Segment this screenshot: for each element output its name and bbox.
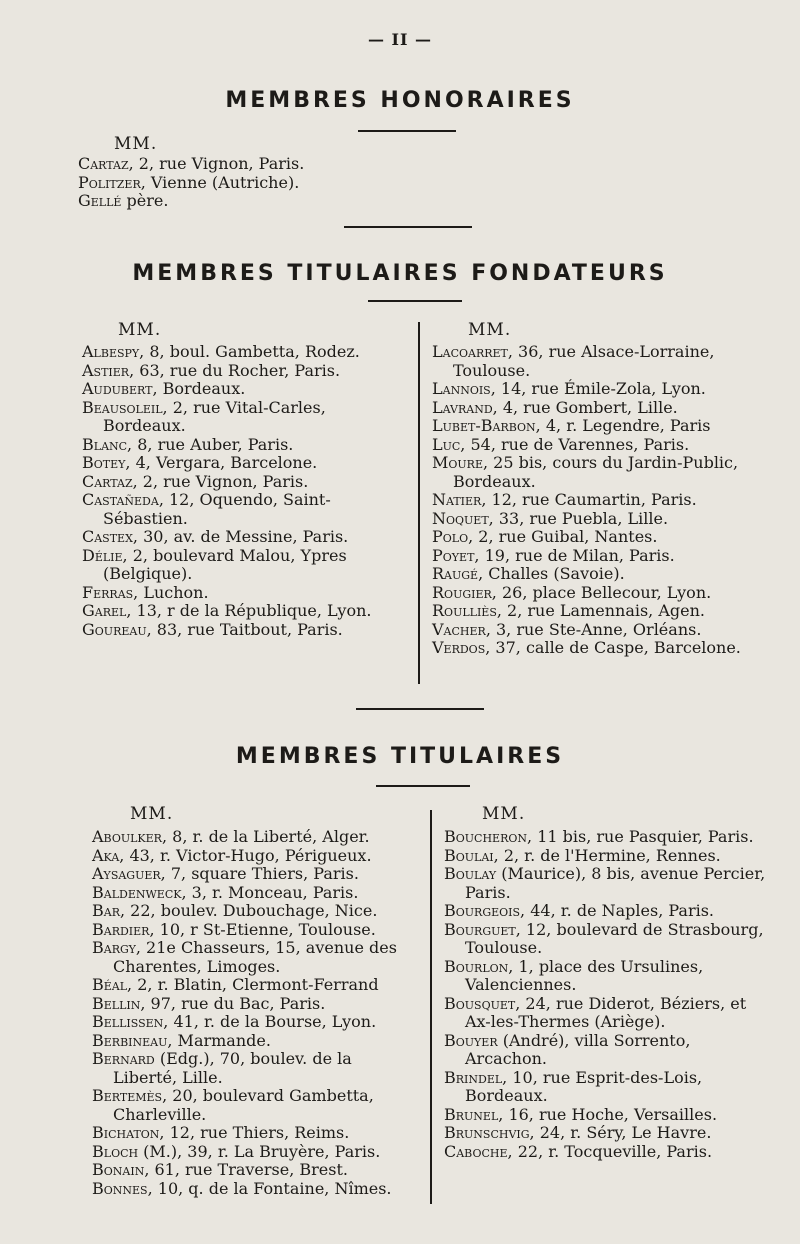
member-name: Castex, [82, 527, 139, 546]
member-entry [82, 528, 408, 547]
member-entry [432, 621, 758, 640]
member-entry [432, 436, 758, 455]
member-address: 2, r. Blatin, Clermont-Ferrand [132, 975, 379, 994]
member-address: 22, r. Tocqueville, Paris. [512, 1141, 713, 1161]
member-name: Beausoleil, [82, 397, 168, 417]
member-entry [444, 847, 766, 866]
member-entry [92, 939, 414, 976]
member-entry [432, 528, 758, 547]
member-entry [444, 921, 766, 958]
member-address: 83, rue Taitbout, Paris. [151, 619, 343, 639]
member-entry [432, 510, 758, 529]
member-name: Brunschvig, [444, 1123, 535, 1142]
member-entry [82, 380, 408, 399]
member-address: Bordeaux. [157, 379, 246, 398]
member-entry [92, 1161, 414, 1180]
mm-label: MM. [482, 804, 526, 824]
member-entry [92, 828, 414, 847]
member-address: 19, rue de Milan, Paris. [479, 545, 675, 565]
member-address: 12, rue Thiers, Reims. [164, 1123, 350, 1142]
member-entry [82, 473, 408, 492]
member-name: Castañeda, [82, 490, 164, 509]
member-name: Boucheron, [444, 827, 533, 846]
member-entry [78, 192, 518, 211]
member-name: Moure, [432, 453, 489, 472]
member-name: Natier, [432, 490, 487, 509]
member-name: Bellissen, [92, 1012, 169, 1031]
member-name: Boulai, [444, 845, 499, 865]
section-title-honoraires: MEMBRES HONORAIRES [225, 88, 575, 113]
member-address: 10, q. de la Fontaine, Nîmes. [152, 1178, 392, 1198]
member-name: Caboche, [444, 1141, 513, 1161]
member-name: Aysaguer, [92, 864, 166, 883]
member-entry [432, 399, 758, 418]
member-address: Luchon. [138, 582, 209, 602]
member-address: 3, rue Ste-Anne, Orléans. [490, 619, 702, 639]
member-name: Albespy, [82, 342, 145, 361]
member-entry [92, 902, 414, 921]
member-name: Botey, [82, 453, 131, 472]
member-address: 10, r St-Etienne, Toulouse. [154, 919, 376, 939]
member-name: Polo, [432, 527, 474, 546]
fondateurs-list-right [432, 343, 758, 658]
member-name: Vacher, [432, 619, 491, 639]
member-address: 2, rue Guibal, Nantes. [473, 527, 658, 546]
mm-label: MM. [130, 804, 174, 824]
member-entry [92, 1124, 414, 1143]
member-entry [444, 828, 766, 847]
member-entry [432, 547, 758, 566]
member-address: 4, r. Legendre, Paris [540, 416, 711, 435]
section-divider [356, 708, 484, 710]
member-name: Bar, [92, 901, 126, 920]
member-entry [92, 1050, 414, 1087]
member-name: Roulliès, [432, 601, 502, 620]
member-name: Bertemès, [92, 1086, 168, 1105]
member-name: Bourgeois, [444, 901, 526, 920]
member-address: 2, r. de l'Hermine, Rennes. [498, 845, 721, 865]
member-entry [432, 380, 758, 399]
member-entry [92, 921, 414, 940]
member-address: 3, r. Monceau, Paris. [186, 882, 359, 902]
member-name: Poyet, [432, 545, 480, 565]
member-address: 8, rue Auber, Paris. [132, 434, 294, 454]
member-entry [444, 958, 766, 995]
member-address: Challes (Savoie). [483, 564, 625, 583]
member-name: Ferras, [82, 582, 139, 602]
member-entry [82, 436, 408, 455]
member-entry [92, 1013, 414, 1032]
member-entry [432, 584, 758, 603]
member-entry [82, 399, 408, 436]
member-entry [92, 1180, 414, 1199]
member-entry [82, 454, 408, 473]
member-address: 26, place Bellecour, Lyon. [496, 582, 712, 602]
member-address: 10, rue Esprit-des-Lois, Bordeaux. [465, 1067, 703, 1105]
member-entry [92, 995, 414, 1014]
member-name: Bellin, [92, 993, 146, 1013]
member-address: 2, rue Vignon, Paris. [137, 471, 309, 491]
member-name: Baldenweck, [92, 882, 187, 902]
title-underline [368, 300, 462, 302]
member-name: Bichaton, [92, 1123, 165, 1142]
mm-label: MM. [468, 320, 512, 340]
column-divider [418, 322, 420, 684]
member-name: Garel, [82, 601, 132, 620]
member-entry [432, 454, 758, 491]
section-title-fondateurs: MEMBRES TITULAIRES FONDATEURS [132, 261, 668, 286]
member-entry [82, 343, 408, 362]
member-name: Bousquet, [444, 993, 521, 1013]
member-address: 97, rue du Bac, Paris. [145, 993, 326, 1013]
member-entry [92, 884, 414, 903]
member-address: (André), villa Sorrento, Arcachon. [465, 1030, 691, 1068]
title-underline [376, 785, 470, 787]
member-entry [432, 639, 758, 658]
member-address: 12, boulevard de Strasbourg, Toulouse. [465, 919, 764, 957]
member-address: 2, boulevard Malou, Ypres (Belgique). [103, 545, 347, 583]
member-name: Brindel, [444, 1067, 508, 1087]
mm-label: MM. [118, 320, 162, 340]
member-name: Bonnes, [92, 1178, 153, 1198]
member-name: Béal, [92, 975, 133, 994]
member-name: Audubert, [82, 379, 158, 398]
member-entry [92, 1032, 414, 1051]
member-address: 37, calle de Caspe, Barcelone. [490, 638, 741, 657]
member-name: Luc, [432, 434, 466, 454]
member-name: Blanc, [82, 434, 133, 454]
member-address: (M.), 39, r. La Bruyère, Paris. [138, 1141, 381, 1161]
member-address: 20, boulevard Gambetta, Charleville. [113, 1086, 374, 1124]
member-address: (Maurice), 8 bis, avenue Percier, Paris. [465, 864, 766, 902]
member-name: Bardier, [92, 919, 155, 939]
member-address: 2, rue Vital-Carles, Bordeaux. [103, 397, 326, 435]
member-name: Rougier, [432, 582, 497, 602]
member-address: 14, rue Émile-Zola, Lyon. [495, 379, 706, 398]
member-entry [92, 847, 414, 866]
member-entry [82, 584, 408, 603]
member-entry [92, 1143, 414, 1162]
section-title-titulaires: MEMBRES TITULAIRES [235, 744, 565, 769]
member-entry [78, 155, 518, 174]
member-name: Verdos, [432, 638, 491, 657]
member-address: 12, Oquendo, Saint-Sébastien. [103, 490, 331, 528]
member-entry [82, 362, 408, 381]
member-address: 2, rue Vignon, Paris. [133, 154, 305, 173]
page-number: — II — [367, 30, 433, 49]
member-address: 12, rue Caumartin, Paris. [486, 490, 697, 509]
member-entry [82, 621, 408, 640]
member-address: 54, rue de Varennes, Paris. [465, 434, 690, 454]
member-entry [432, 602, 758, 621]
mm-label: MM. [114, 134, 158, 154]
member-address: 16, rue Hoche, Versailles. [503, 1104, 718, 1124]
member-entry [432, 491, 758, 510]
member-address: 43, r. Victor-Hugo, Périgueux. [124, 845, 372, 865]
member-entry [82, 602, 408, 621]
honoraires-list [78, 155, 518, 211]
member-address: 8, boul. Gambetta, Rodez. [144, 342, 360, 361]
member-address: 8, r. de la Liberté, Alger. [167, 827, 370, 846]
member-name: Raugé, [432, 564, 484, 583]
member-entry [92, 865, 414, 884]
member-name: Lacoarret, [432, 342, 513, 361]
member-name: Bourlon, [444, 956, 514, 976]
member-entry [444, 1069, 766, 1106]
member-address: 36, rue Alsace-Lorraine, Toulouse. [453, 342, 715, 380]
member-address: père. [121, 191, 169, 210]
member-address: Marmande. [172, 1030, 271, 1050]
member-entry [78, 174, 518, 193]
member-address: 41, r. de la Bourse, Lyon. [168, 1012, 377, 1031]
titulaires-list-left [92, 828, 414, 1198]
member-entry [92, 1087, 414, 1124]
member-name: Brunel, [444, 1104, 504, 1124]
member-entry [444, 1124, 766, 1143]
member-entry [92, 976, 414, 995]
member-address: 4, rue Gombert, Lille. [497, 397, 678, 417]
member-name: Bouyer [444, 1030, 498, 1050]
member-entry [444, 1032, 766, 1069]
member-entry [432, 417, 758, 436]
member-entry [432, 565, 758, 584]
member-address: 25 bis, cours du Jardin-Public, Bordeaux. [453, 453, 739, 491]
member-name: Astier, [82, 360, 135, 380]
member-name: Politzer, [78, 172, 146, 192]
member-name: Goureau, [82, 619, 152, 639]
member-address: 44, r. de Naples, Paris. [525, 901, 715, 920]
member-address: 13, r de la République, Lyon. [131, 601, 372, 620]
member-name: Cartaz, [78, 154, 134, 173]
member-address: 4, Vergara, Barcelone. [130, 453, 318, 472]
titulaires-list-right [444, 828, 766, 1161]
member-entry [444, 1143, 766, 1162]
member-name: Bloch [92, 1141, 139, 1161]
member-address: 22, boulev. Dubouchage, Nice. [125, 901, 378, 920]
column-divider [430, 810, 432, 1204]
member-address: 2, rue Lamennais, Agen. [501, 601, 706, 620]
member-address: (Edg.), 70, boulev. de la Liberté, Lille. [113, 1049, 352, 1087]
member-name: Bargy, [92, 938, 141, 957]
member-address: 1, place des Ursulines, Valenciennes. [465, 956, 704, 994]
member-address: 61, rue Traverse, Brest. [149, 1160, 348, 1179]
section-divider [344, 226, 472, 228]
member-address: 7, square Thiers, Paris. [165, 864, 359, 883]
member-name: Bourguet, [444, 919, 521, 939]
member-name: Bernard [92, 1049, 155, 1068]
member-address: 63, rue du Rocher, Paris. [134, 360, 341, 380]
member-name: Lubet-Barbon, [432, 416, 541, 435]
member-address: 21e Chasseurs, 15, avenue des Charentes, Limoges. [113, 938, 397, 976]
member-address: 24, rue Diderot, Béziers, et Ax-les-Thermes (Ariège). [465, 993, 747, 1031]
member-name: Gellé [78, 191, 122, 210]
member-address: 11 bis, rue Pasquier, Paris. [532, 827, 754, 846]
fondateurs-list-left [82, 343, 408, 639]
member-name: Bonain, [92, 1160, 150, 1179]
member-entry [444, 902, 766, 921]
member-address: 30, av. de Messine, Paris. [138, 527, 349, 546]
member-name: Délie, [82, 545, 128, 565]
member-entry [82, 547, 408, 584]
member-name: Aboulker, [92, 827, 168, 846]
member-name: Boulay [444, 864, 497, 883]
member-entry [444, 995, 766, 1032]
member-entry [444, 1106, 766, 1125]
member-entry [82, 491, 408, 528]
member-entry [432, 343, 758, 380]
member-address: 24, r. Séry, Le Havre. [534, 1123, 712, 1142]
member-name: Berbineau, [92, 1030, 173, 1050]
member-name: Aka, [92, 845, 125, 865]
member-name: Lavrand, [432, 397, 498, 417]
member-entry [444, 865, 766, 902]
member-address: Vienne (Autriche). [145, 172, 300, 192]
member-name: Noquet, [432, 508, 494, 528]
member-name: Lannois, [432, 379, 496, 398]
member-address: 33, rue Puebla, Lille. [493, 508, 669, 528]
title-underline [358, 130, 456, 132]
member-name: Cartaz, [82, 471, 138, 491]
